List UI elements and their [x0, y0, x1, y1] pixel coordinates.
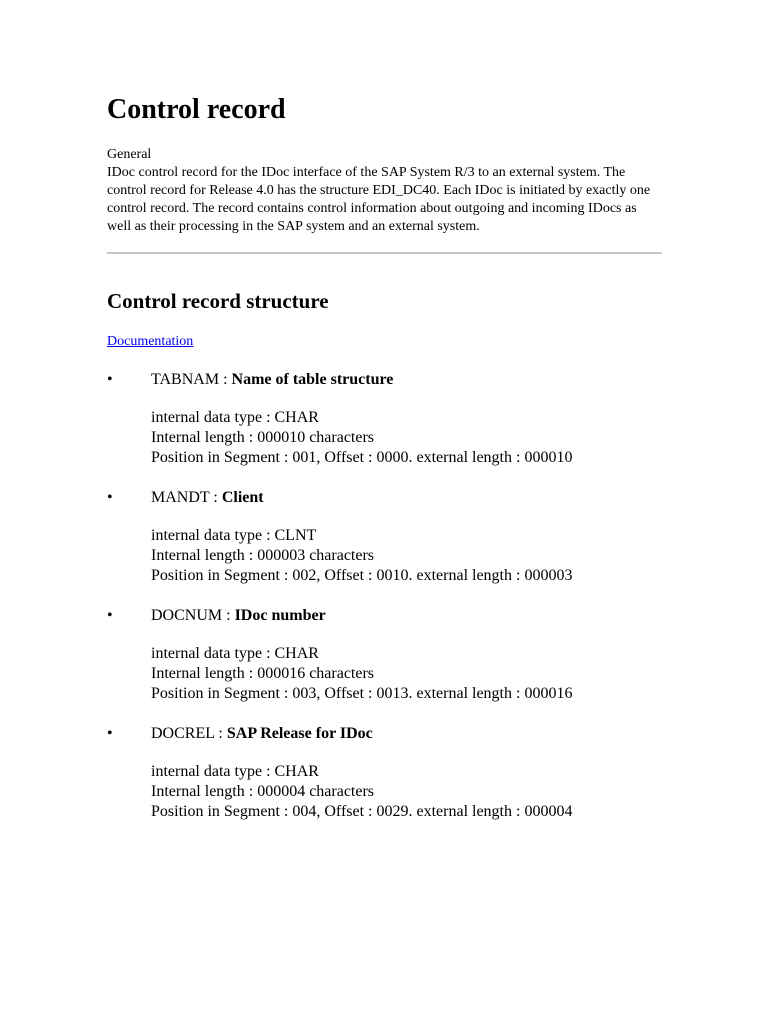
field-list — [107, 370, 662, 842]
intro-text: IDoc control record for the IDoc interface of the SAP System R/3 to an external system. The control record for Release 4.0 has the structure EDI_DC40. Each IDoc is initiated by exactly one control record. The record contains control information about outgoing and incoming IDocs as well as their processing in the SAP system and an external system. — [107, 165, 651, 234]
field-description: Name of table structure — [231, 371, 394, 388]
field-header — [151, 606, 326, 626]
field-details — [151, 762, 572, 822]
field-item-tabnam — [107, 370, 662, 488]
intro-heading: General — [107, 147, 152, 162]
field-position: Position in Segment : 004, Offset : 0029. external length : 000004 — [151, 803, 573, 820]
field-data-type: internal data type : CHAR — [151, 409, 319, 426]
field-separator: : — [218, 725, 227, 742]
field-details — [151, 526, 572, 586]
page-title: Control record — [107, 94, 286, 125]
field-separator: : — [223, 371, 232, 388]
field-length: Internal length : 000003 characters — [151, 547, 375, 564]
field-data-type: internal data type : CLNT — [151, 527, 317, 544]
field-data-type: internal data type : CHAR — [151, 645, 319, 662]
field-position: Position in Segment : 003, Offset : 0013. external length : 000016 — [151, 685, 573, 702]
field-separator: : — [213, 489, 222, 506]
field-length: Internal length : 000010 characters — [151, 429, 375, 446]
bullet-icon: • — [107, 725, 113, 742]
field-header — [151, 488, 264, 508]
intro-section — [107, 146, 662, 236]
field-position: Position in Segment : 001, Offset : 0000. external length : 000010 — [151, 449, 573, 466]
field-item-mandt — [107, 488, 662, 606]
field-length: Internal length : 000016 characters — [151, 665, 375, 682]
documentation-link[interactable]: Documentation — [107, 334, 194, 349]
field-name: DOCREL — [151, 725, 215, 742]
bullet-icon: • — [107, 371, 113, 388]
field-description: IDoc number — [234, 607, 326, 624]
field-details — [151, 644, 572, 704]
bullet-icon: • — [107, 489, 113, 506]
field-description: SAP Release for IDoc — [226, 725, 373, 742]
field-name: DOCNUM — [151, 607, 223, 624]
field-description: Client — [221, 489, 264, 506]
field-name: MANDT — [151, 489, 210, 506]
bullet-icon: • — [107, 607, 113, 624]
field-data-type: internal data type : CHAR — [151, 763, 319, 780]
field-length: Internal length : 000004 characters — [151, 783, 375, 800]
horizontal-rule — [107, 252, 662, 254]
field-position: Position in Segment : 002, Offset : 0010. external length : 000003 — [151, 567, 573, 584]
field-separator: : — [226, 607, 235, 624]
field-name: TABNAM — [151, 371, 220, 388]
field-item-docrel — [107, 724, 662, 842]
section-title: Control record structure — [107, 289, 329, 313]
field-header — [151, 370, 393, 390]
field-details — [151, 408, 572, 468]
field-header — [151, 724, 373, 744]
field-item-docnum — [107, 606, 662, 724]
